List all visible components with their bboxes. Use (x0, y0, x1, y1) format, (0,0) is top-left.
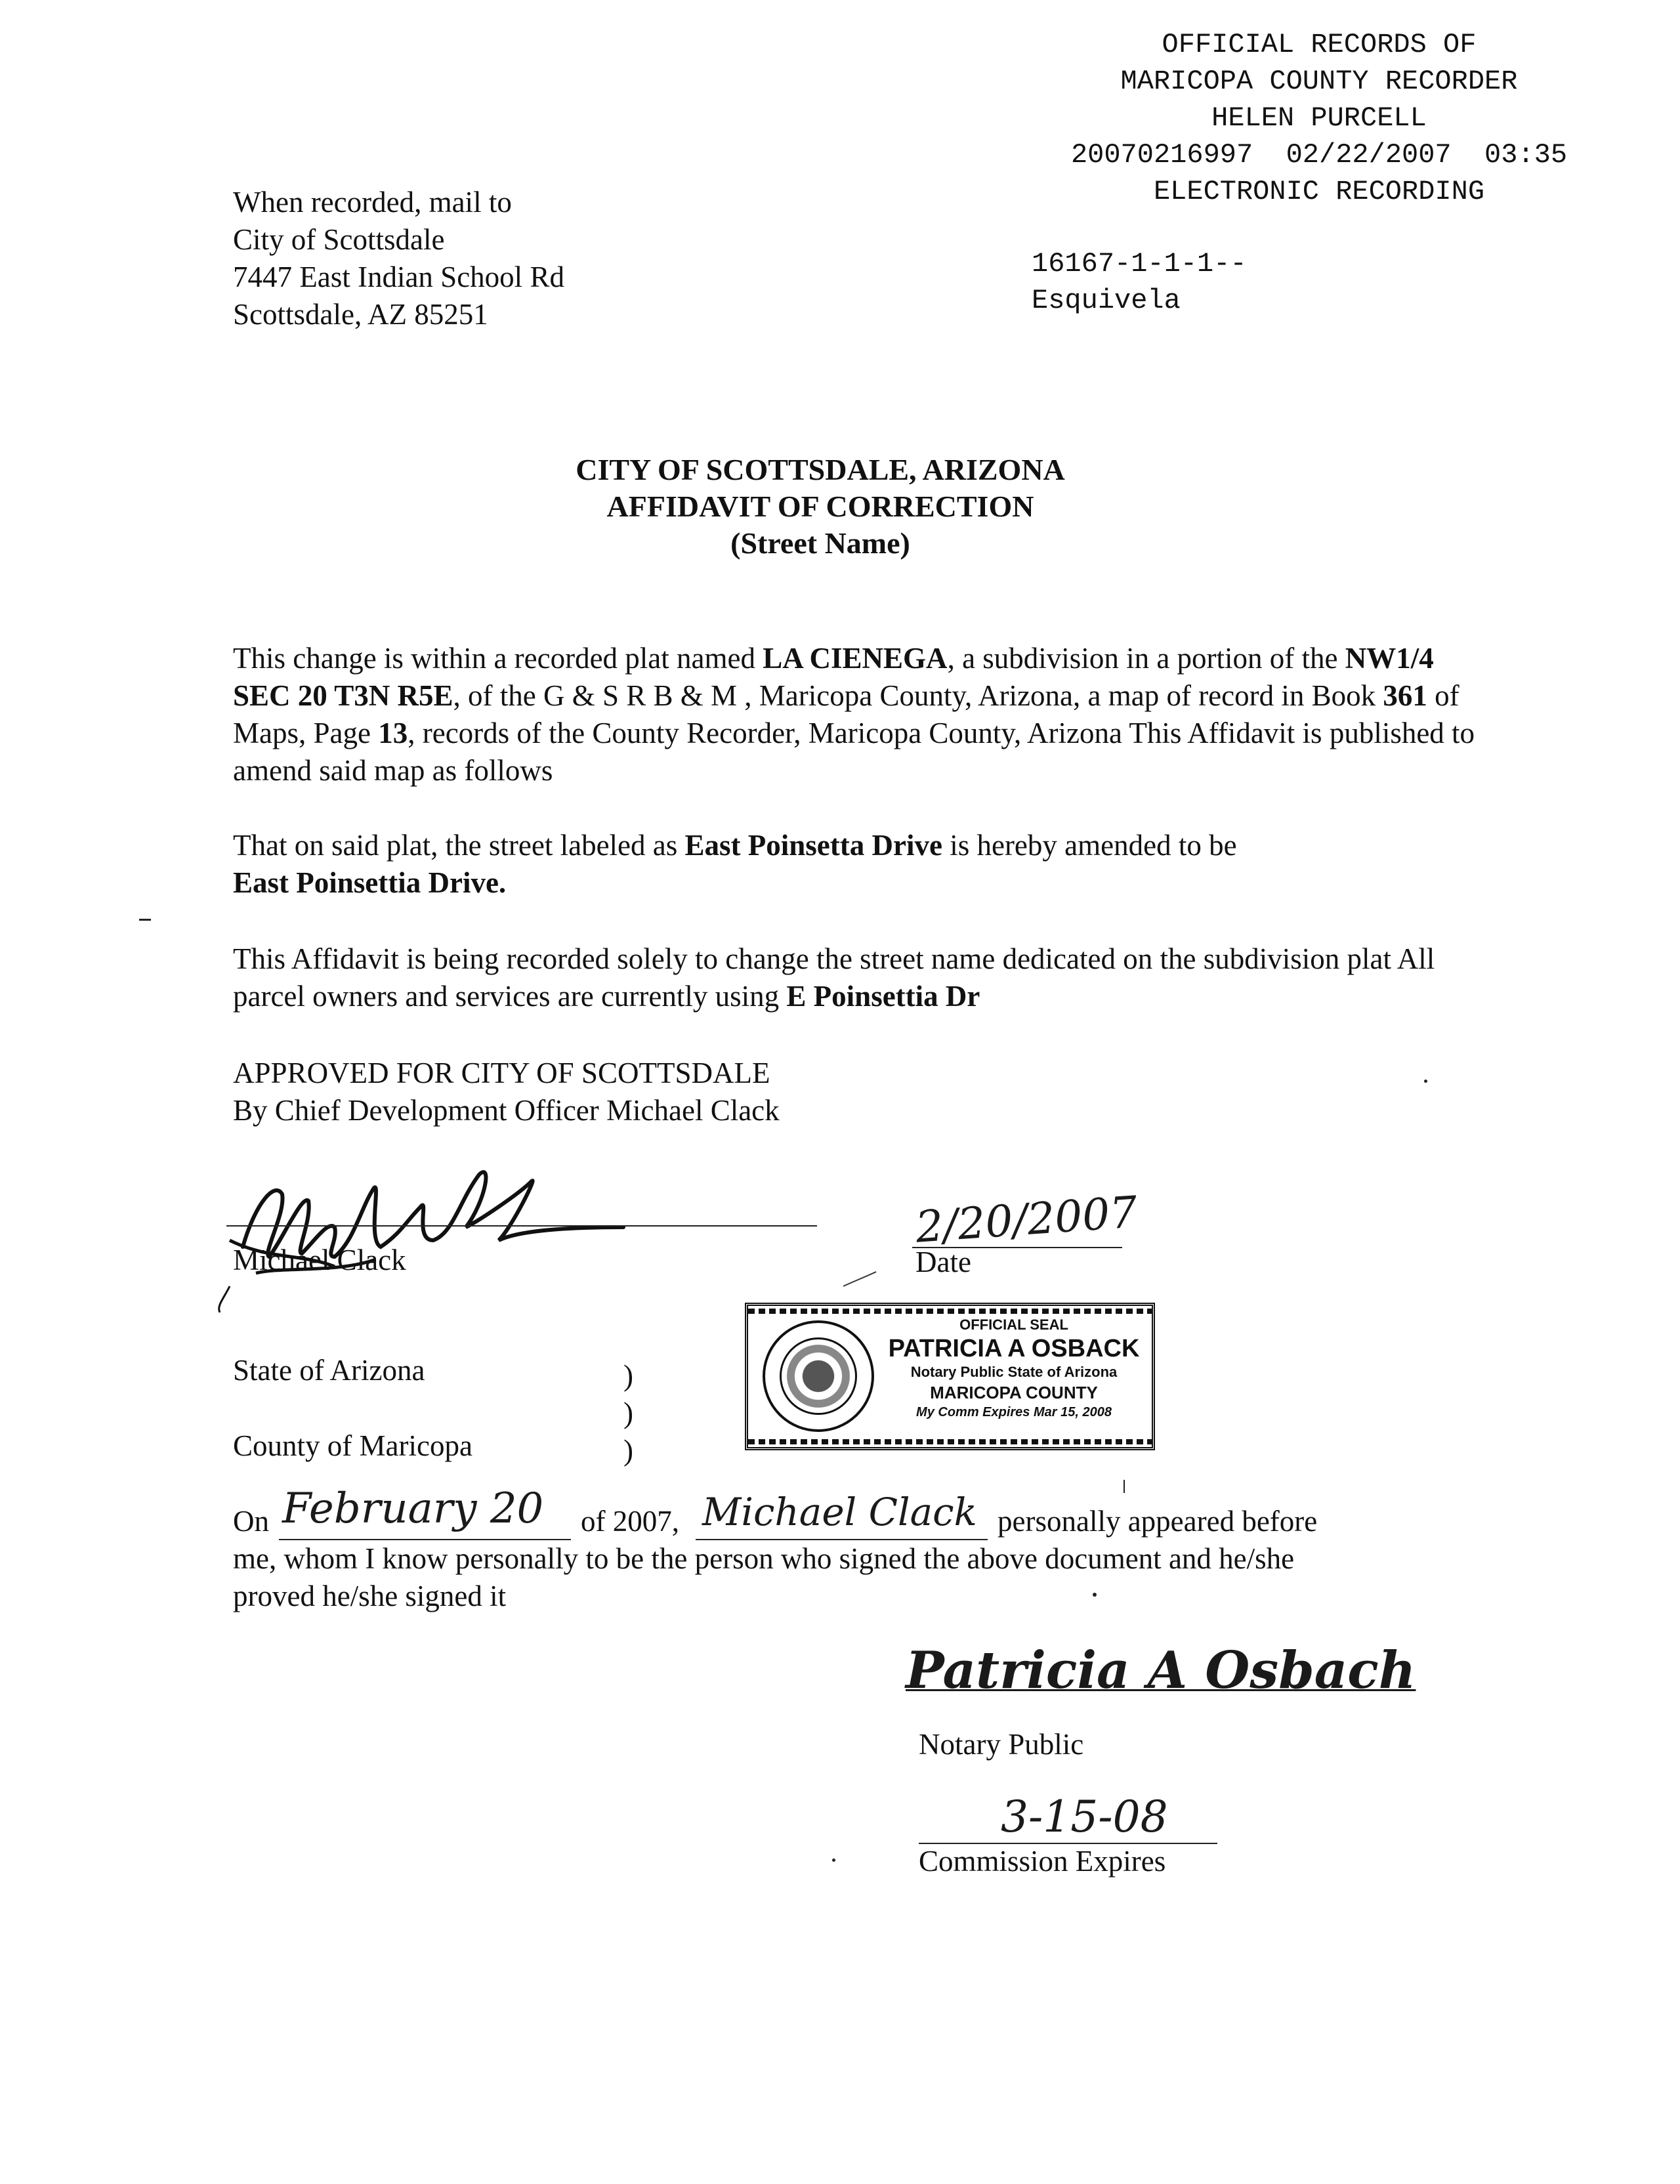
seal-heading: OFFICIAL SEAL (959, 1316, 1068, 1333)
scan-speck (1093, 1593, 1097, 1597)
venue-state: State of Arizona (233, 1354, 425, 1387)
recording-number-date: 20070216997 02/22/2007 03:35 (1070, 139, 1568, 171)
michael-clack-signature (203, 1142, 676, 1312)
scan-mark (1124, 1480, 1125, 1493)
ack-signer-name: Michael Clack (702, 1490, 977, 1534)
ack-text-3: proved he/she signed it (233, 1580, 507, 1612)
commission-expires-label: Commission Expires (919, 1845, 1166, 1878)
mail-to-heading: When recorded, mail to (233, 186, 512, 219)
mail-to-address (233, 184, 564, 333)
seal-commission-expiry: My Comm Expires Mar 15, 2008 (916, 1405, 1112, 1419)
ack-date-line (279, 1539, 571, 1540)
approved-heading: APPROVED FOR CITY OF SCOTTSDALE (233, 1057, 770, 1089)
page-number: 13 (378, 717, 408, 749)
seal-county: MARICOPA COUNTY (930, 1383, 1098, 1402)
ack-month-day: February 20 (282, 1484, 544, 1533)
scan-speck (832, 1858, 835, 1862)
scan-mark (139, 919, 151, 921)
signed-date: 2/20/2007 (914, 1186, 1139, 1253)
mail-to-name: City of Scottsdale (233, 223, 445, 256)
ack-text-2: me, whom I know personally to be the person who signed the above document and he/she (233, 1542, 1295, 1575)
mail-to-street: 7447 East Indian School Rd (233, 261, 564, 293)
seal-text (876, 1315, 1152, 1421)
paragraph-amendment: That on said plat, the street labeled as East Poinsetta Drive is hereby amended to be East Poinsettia Drive. (233, 829, 1237, 899)
paragraph-plat-description: This change is within a recorded plat named LA CIENEGA, a subdivision in a portion of the NW1/4 SEC 20 T3N R5E, of the G & S R B & M , Maricopa County, Arizona, a map of record in Book 361 of Maps, Page 13, records of the County Recorder, Maricopa County, Arizona This Affidavit is published to amend said map as follows (233, 642, 1475, 787)
ack-name-line (696, 1539, 988, 1540)
notary-public-label: Notary Public (919, 1728, 1084, 1761)
paragraph-purpose: This Affidavit is being recorded solely to change the street name dedicated on the subdivision plat All parcel owners and services are currently using E Poinsettia Dr (233, 942, 1435, 1013)
approved-by: By Chief Development Officer Michael Clack (233, 1094, 780, 1127)
title-affidavit: AFFIDAVIT OF CORRECTION (606, 490, 1034, 523)
signer-name-label: Michael Clack (233, 1244, 406, 1276)
book-number: 361 (1383, 679, 1427, 712)
title-subtitle: (Street Name) (730, 526, 910, 560)
recorder-line-3: HELEN PURCELL (1211, 102, 1427, 134)
plat-name: LA CIENEGA (763, 642, 948, 675)
seal-border-top (748, 1309, 1152, 1314)
recorder-reference (1032, 245, 1247, 319)
seal-notary-title: Notary Public State of Arizona (910, 1364, 1118, 1380)
venue-bracket-2: ) (623, 1396, 633, 1429)
recorder-line-1: OFFICIAL RECORDS OF (1162, 29, 1477, 60)
venue-county: County of Maricopa (233, 1429, 472, 1462)
reference-name: Esquivela (1032, 285, 1181, 316)
seal-border-bottom (748, 1439, 1152, 1444)
reference-number: 16167-1-1-1-- (1032, 248, 1247, 280)
recorder-line-2: MARICOPA COUNTY RECORDER (1120, 66, 1518, 97)
recorder-stamp (1024, 26, 1614, 210)
date-label: Date (915, 1246, 971, 1278)
plat-section: NW1/4 SEC 20 T3N R5E (233, 642, 1434, 712)
ack-year: of 2007, (581, 1505, 679, 1538)
notary-official-seal (745, 1303, 1155, 1450)
new-street-name: East Poinsettia Drive. (233, 866, 507, 899)
seal-notary-name: PATRICIA A OSBACK (888, 1335, 1140, 1362)
approval-block (233, 1055, 780, 1129)
signature-line (226, 1225, 817, 1227)
current-street-name: E Poinsettia Dr (786, 980, 980, 1013)
scan-speck (1424, 1080, 1427, 1083)
venue-bracket-3: ) (623, 1434, 633, 1467)
ack-on-label: On (233, 1505, 269, 1538)
title-city: CITY OF SCOTTSDALE, ARIZONA (576, 453, 1065, 486)
ack-text-1: personally appeared before (998, 1505, 1318, 1538)
document-title (0, 452, 1641, 562)
mail-to-city: Scottsdale, AZ 85251 (233, 298, 488, 331)
notary-signature: Patricia A Osbach (906, 1641, 1416, 1700)
commission-expiry-date: 3-15-08 (1001, 1792, 1168, 1842)
old-street-name: East Poinsetta Drive (684, 829, 942, 862)
recorder-line-5: ELECTRONIC RECORDING (1153, 176, 1485, 207)
venue-bracket-1: ) (623, 1359, 633, 1392)
pen-mark (840, 1270, 879, 1290)
arizona-state-seal-icon (763, 1320, 874, 1432)
